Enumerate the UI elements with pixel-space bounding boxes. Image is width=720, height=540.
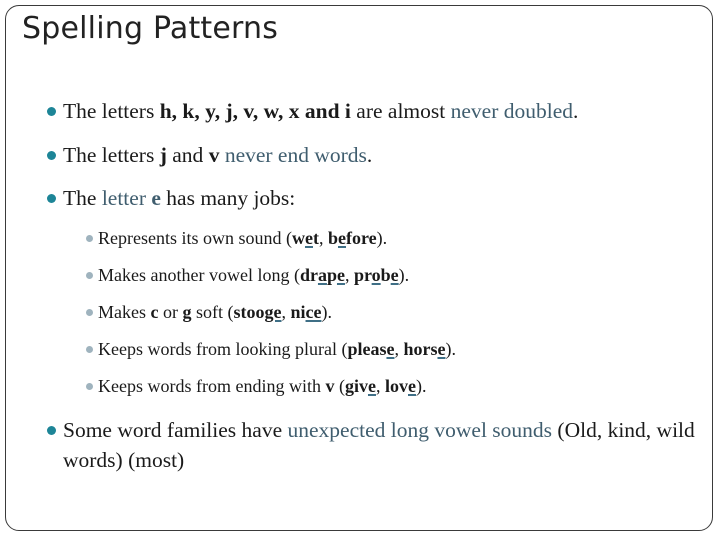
- bullet-text: [98, 301, 332, 323]
- text-part: ,: [344, 265, 354, 285]
- bullet-letter-e: [47, 183, 295, 213]
- emphasis-text: never end words: [224, 143, 367, 167]
- underlined-letter: e: [386, 339, 395, 359]
- text-part: ,: [394, 339, 404, 359]
- word-part: hors: [403, 339, 438, 359]
- text-part: (Old, kind, wild words) (most): [63, 418, 695, 472]
- bullet-dot-icon: [47, 151, 56, 160]
- letter-v: v: [208, 143, 220, 167]
- letter-v: v: [325, 376, 335, 396]
- underlined-letter: e: [367, 376, 376, 396]
- text-part: has many jobs:: [160, 186, 296, 210]
- bullet-dot-icon: [47, 426, 56, 435]
- slide-title: Spelling Patterns: [22, 11, 279, 46]
- bullet-dot-icon: [86, 383, 93, 390]
- text-part: ).: [376, 228, 388, 248]
- text-part: ,: [375, 376, 385, 396]
- underlined-letter: a: [317, 265, 327, 285]
- word-part: w: [291, 228, 305, 248]
- emphasis-text: unexpected long vowel sounds: [287, 418, 553, 442]
- word-part: pleas: [347, 339, 387, 359]
- bullet-text: [98, 338, 456, 360]
- example-word: [354, 265, 399, 285]
- underlined-letter: e: [338, 228, 346, 248]
- bullet-dot-icon: [86, 235, 93, 242]
- text-part: are almost: [350, 99, 451, 123]
- text-part: ,: [318, 228, 328, 248]
- word-part: lov: [384, 376, 408, 396]
- sub-bullet-own-sound: [86, 227, 387, 249]
- example-word: [328, 228, 377, 248]
- text-part: .: [366, 143, 373, 167]
- word-part: dr: [299, 265, 318, 285]
- word-part: stoo: [233, 302, 265, 322]
- bullet-text: [63, 96, 578, 126]
- emphasis-text: never doubled: [450, 99, 573, 123]
- letter-g: g: [182, 302, 192, 322]
- bullet-dot-icon: [47, 194, 56, 203]
- text-part: Some word families have: [63, 418, 288, 442]
- underlined-letter: e: [304, 228, 313, 248]
- word-part: pr: [353, 265, 372, 285]
- example-word: [292, 228, 319, 248]
- bullet-dot-icon: [47, 107, 56, 116]
- word-part: b: [327, 228, 338, 248]
- bullet-dot-icon: [86, 346, 93, 353]
- bullet-dot-icon: [86, 272, 93, 279]
- text-part: .: [573, 99, 579, 123]
- bullet-never-doubled: [47, 96, 578, 126]
- text-part: soft (: [191, 302, 234, 322]
- underlined-letter: e: [437, 339, 446, 359]
- underlined-letter: o: [371, 265, 381, 285]
- example-word: [385, 376, 416, 396]
- example-word: [291, 302, 322, 322]
- text-part: ,: [281, 302, 291, 322]
- text-part: ).: [445, 339, 456, 359]
- example-word: [345, 376, 376, 396]
- text-part: Represents its own sound (: [98, 228, 292, 248]
- letters-list: h, k, y, j, v, w, x and i: [159, 99, 351, 123]
- word-part: giv: [344, 376, 368, 396]
- text-part: Makes: [98, 302, 151, 322]
- text-part: and: [166, 143, 209, 167]
- bullet-text: [63, 183, 295, 213]
- word-part: fore: [346, 228, 377, 248]
- text-part: Keeps words from looking plural (: [98, 339, 348, 359]
- underlined-letter: e: [336, 265, 345, 285]
- underlined-letter: e: [408, 376, 416, 396]
- underlined-letters: ce: [305, 302, 322, 322]
- word-part: p: [326, 265, 337, 285]
- text-part: The letters: [63, 99, 160, 123]
- example-word: [347, 339, 394, 359]
- word-part: t: [312, 228, 319, 248]
- text-part: The letters: [63, 143, 160, 167]
- text-part: ).: [398, 265, 410, 285]
- emphasis-text: letter: [101, 186, 152, 210]
- bullet-text: [98, 375, 427, 397]
- sub-bullet-plural: [86, 338, 456, 360]
- bullet-text: [98, 264, 409, 286]
- bullet-never-end-words: [47, 140, 372, 170]
- sub-bullet-ending-v: [86, 375, 427, 397]
- bullet-text: [98, 227, 387, 249]
- sub-bullet-vowel-long: [86, 264, 409, 286]
- text-part: The: [63, 186, 102, 210]
- bullet-text: [63, 415, 698, 475]
- word-part: ni: [290, 302, 306, 322]
- letter-c: c: [150, 302, 159, 322]
- text-part: or: [158, 302, 183, 322]
- bullet-dot-icon: [86, 309, 93, 316]
- letter-j: j: [159, 143, 167, 167]
- sub-bullet-soft: [86, 301, 332, 323]
- text-part: (: [334, 376, 345, 396]
- word-part: b: [380, 265, 391, 285]
- example-word: [234, 302, 282, 322]
- example-word: [403, 339, 445, 359]
- bullet-word-families: [47, 415, 698, 475]
- underlined-letter: e: [390, 265, 399, 285]
- letter-e: e: [151, 186, 161, 210]
- text-part: Keeps words from ending with: [98, 376, 326, 396]
- text-part: Makes another vowel long (: [98, 265, 300, 285]
- underlined-letters: ge: [264, 302, 282, 322]
- text-part: ).: [321, 302, 332, 322]
- example-word: [300, 265, 345, 285]
- bullet-text: [63, 140, 372, 170]
- text-part: ).: [416, 376, 427, 396]
